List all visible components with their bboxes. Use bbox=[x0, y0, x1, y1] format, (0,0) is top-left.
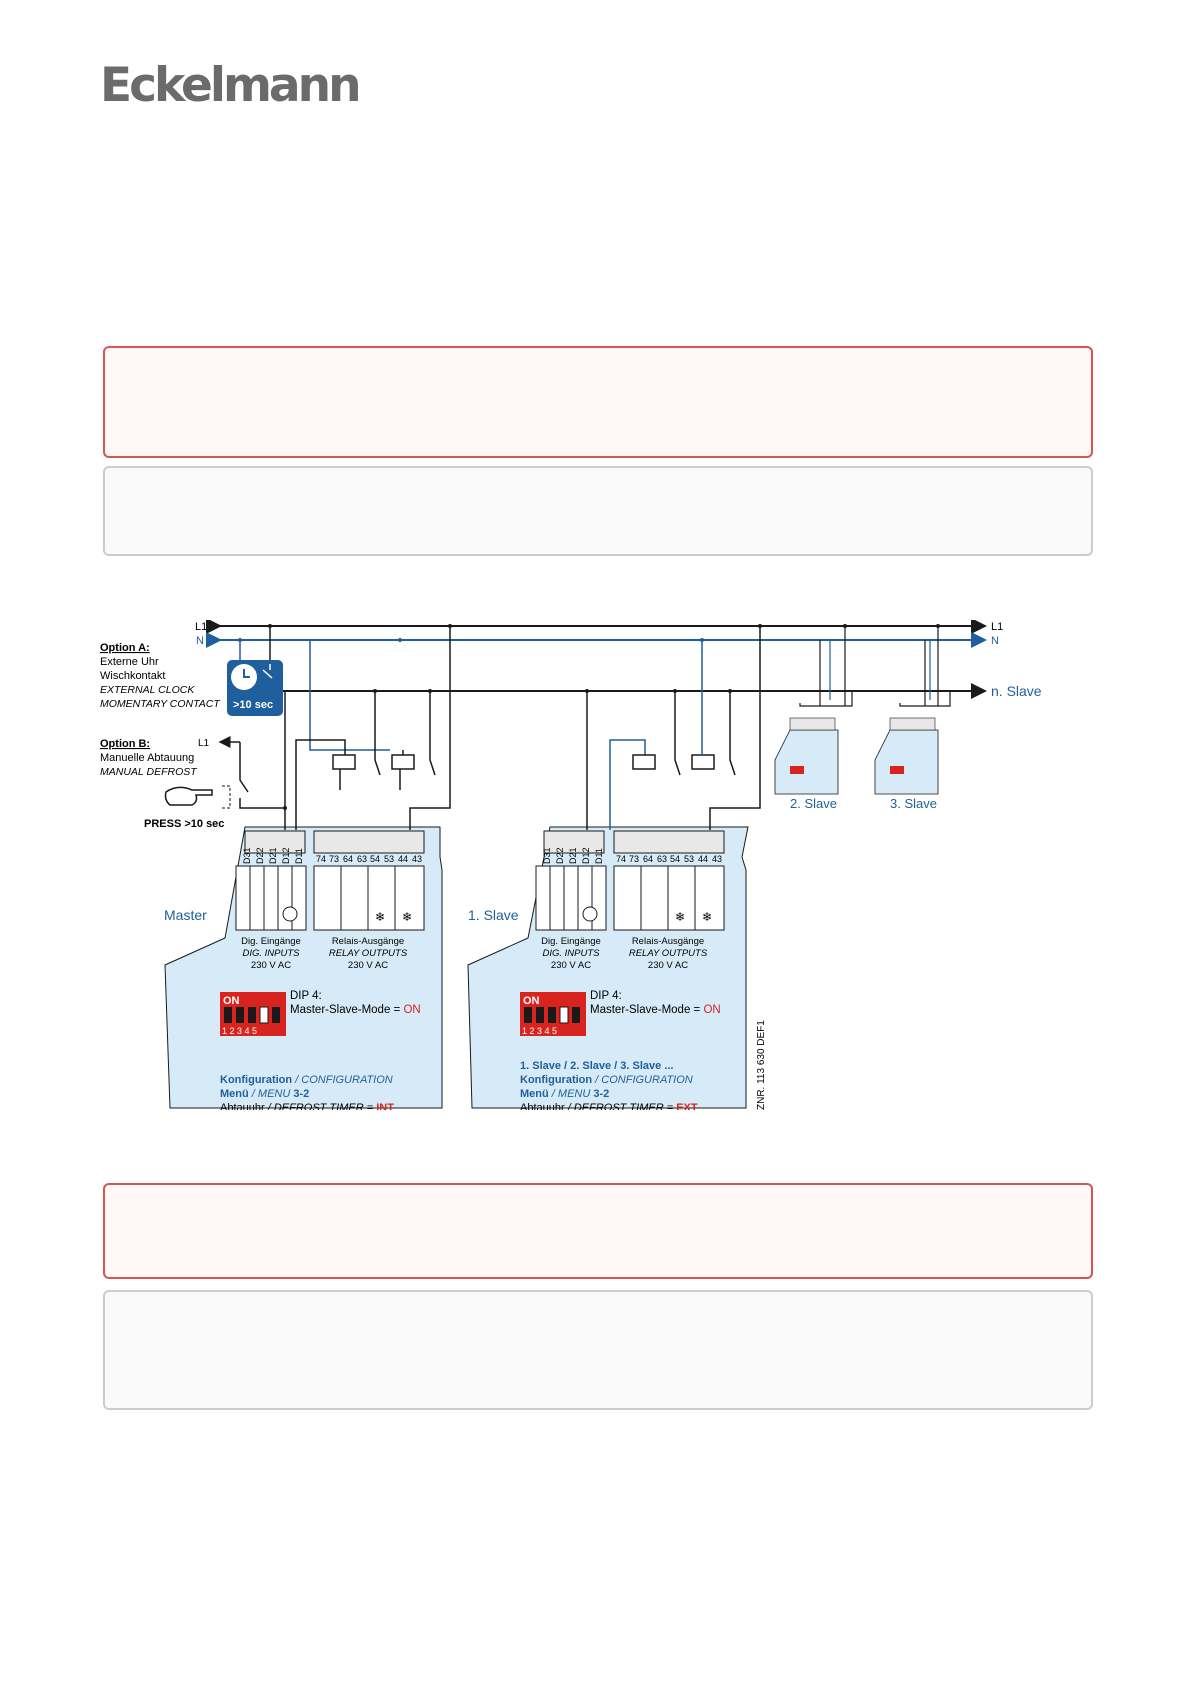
l1-label-left: L1 bbox=[195, 621, 208, 633]
timer-icon bbox=[283, 907, 297, 921]
dip-numbers: 1 2 3 4 5 bbox=[522, 1026, 558, 1036]
timer-icon bbox=[583, 907, 597, 921]
terminal-out-label: 54 bbox=[370, 854, 381, 864]
master-config-line: Konfiguration / CONFIGURATION bbox=[220, 1074, 393, 1086]
slave1-label: 1. Slave bbox=[468, 907, 519, 923]
slave1-timer-line: Abtauuhr / DEFROST TIMER = EXT bbox=[520, 1102, 698, 1110]
terminal-out-label: 63 bbox=[657, 854, 668, 864]
terminal-in-label: D11 bbox=[294, 848, 304, 864]
dig-inputs-de: Dig. Eingänge bbox=[241, 936, 301, 947]
wiring-diagram bbox=[100, 620, 1060, 1110]
slave3-label: 3. Slave bbox=[890, 796, 937, 811]
slaves-line: 1. Slave / 2. Slave / 3. Slave ... bbox=[520, 1060, 674, 1072]
terminal-in-label: D21 bbox=[268, 847, 278, 864]
n-slave-label: n. Slave bbox=[991, 683, 1042, 699]
relay-outputs-voltage: 230 V AC bbox=[647, 960, 689, 971]
relay-outputs-voltage: 230 V AC bbox=[347, 960, 389, 971]
master-dip-switch bbox=[220, 992, 286, 1036]
warning-box-top bbox=[103, 346, 1093, 458]
relay-outputs-en: RELAY OUTPUTS bbox=[628, 948, 708, 959]
master-wiring bbox=[285, 624, 452, 830]
option-a-line2: Wischkontakt bbox=[100, 670, 166, 682]
slave1-menu-line: Menü / MENU 3-2 bbox=[520, 1088, 610, 1100]
l1-label-right: L1 bbox=[991, 621, 1004, 633]
terminal-in-label: D31 bbox=[242, 847, 252, 864]
terminal-out-label: 53 bbox=[684, 854, 695, 864]
terminal-out-label: 73 bbox=[629, 854, 640, 864]
option-b-title: Option B: bbox=[100, 738, 151, 750]
master-timer-line: Abtauuhr / DEFROST TIMER = INT bbox=[220, 1102, 394, 1110]
dip-mode-value: ON bbox=[703, 1004, 721, 1016]
slave1-dip-switch bbox=[520, 992, 586, 1036]
slave1-config-line: Konfiguration / CONFIGURATION bbox=[520, 1074, 693, 1086]
slave2-unit bbox=[775, 624, 852, 811]
slave1-wiring bbox=[585, 624, 762, 830]
note-box-bottom bbox=[103, 1290, 1093, 1410]
option-a-line4: MOMENTARY CONTACT bbox=[100, 698, 220, 710]
slave3-unit bbox=[875, 624, 950, 811]
dip-mode-value: ON bbox=[403, 1004, 421, 1016]
dip-mode: Master-Slave-Mode = ON bbox=[290, 1004, 421, 1016]
relay-outputs-de: Relais-Ausgänge bbox=[631, 936, 705, 947]
terminal-in-label: D12 bbox=[281, 847, 291, 864]
master-label: Master bbox=[164, 907, 207, 923]
terminal-in-label: D22 bbox=[255, 847, 265, 864]
n-label-right: N bbox=[991, 635, 999, 647]
dig-inputs-de: Dig. Eingänge bbox=[541, 936, 601, 947]
dig-inputs-en: DIG. INPUTS bbox=[542, 948, 600, 959]
master-module bbox=[164, 827, 442, 1110]
terminal-in-label: D22 bbox=[555, 847, 565, 864]
dig-inputs-en: DIG. INPUTS bbox=[242, 948, 300, 959]
dip-on-label: ON bbox=[223, 995, 240, 1007]
terminal-in-label: D21 bbox=[568, 847, 578, 864]
master-relay-block bbox=[314, 831, 424, 930]
terminal-out-label: 74 bbox=[616, 854, 627, 864]
relay-outputs-de: Relais-Ausgänge bbox=[331, 936, 405, 947]
terminal-in-label: D11 bbox=[594, 848, 604, 864]
n-label-left: N bbox=[196, 635, 204, 647]
press-label: PRESS >10 sec bbox=[144, 818, 225, 830]
slave1-module bbox=[468, 827, 767, 1110]
terminal-out-label: 54 bbox=[670, 854, 681, 864]
terminal-out-label: 43 bbox=[412, 854, 423, 864]
option-a-line3: EXTERNAL CLOCK bbox=[100, 684, 195, 696]
relay-outputs-en: RELAY OUTPUTS bbox=[328, 948, 408, 959]
dip-title: DIP 4: bbox=[290, 990, 322, 1002]
hand-pointer-icon bbox=[166, 787, 213, 805]
terminal-out-label: 53 bbox=[384, 854, 395, 864]
dip-numbers: 1 2 3 4 5 bbox=[222, 1026, 258, 1036]
option-b-line1: Manuelle Abtauung bbox=[100, 752, 195, 764]
note-box-top bbox=[103, 466, 1093, 556]
terminal-out-label: 73 bbox=[329, 854, 340, 864]
terminal-out-label: 74 bbox=[316, 854, 327, 864]
defrost-icon: ❄ bbox=[675, 910, 686, 924]
defrost-icon: ❄ bbox=[702, 910, 713, 924]
terminal-in-label: D12 bbox=[581, 847, 591, 864]
terminal-in-label: D31 bbox=[542, 847, 552, 864]
terminal-out-label: 64 bbox=[643, 854, 654, 864]
clock-badge-label: >10 sec bbox=[233, 699, 274, 711]
dig-inputs-voltage: 230 V AC bbox=[550, 960, 592, 971]
option-a-title: Option A: bbox=[100, 642, 150, 654]
master-input-block bbox=[236, 831, 306, 930]
terminal-out-label: 44 bbox=[698, 854, 709, 864]
bus-lines bbox=[195, 621, 1042, 699]
slave1-relay-block bbox=[614, 831, 724, 930]
option-a bbox=[100, 624, 290, 716]
terminal-out-label: 44 bbox=[398, 854, 409, 864]
defrost-icon: ❄ bbox=[402, 910, 413, 924]
option-b bbox=[100, 738, 287, 830]
dig-inputs-voltage: 230 V AC bbox=[250, 960, 292, 971]
option-b-l1: L1 bbox=[198, 738, 210, 749]
slave2-label: 2. Slave bbox=[790, 796, 837, 811]
option-a-line1: Externe Uhr bbox=[100, 656, 159, 668]
master-menu-line: Menü / MENU 3-2 bbox=[220, 1088, 310, 1100]
slave1-input-block bbox=[536, 831, 606, 930]
dip-mode: Master-Slave-Mode = ON bbox=[590, 1004, 721, 1016]
defrost-icon: ❄ bbox=[375, 910, 386, 924]
terminal-out-label: 63 bbox=[357, 854, 368, 864]
dip-on-label: ON bbox=[523, 995, 540, 1007]
warning-box-bottom bbox=[103, 1183, 1093, 1279]
terminal-out-label: 64 bbox=[343, 854, 354, 864]
znr-label: ZNR. 113 630 DEF1 bbox=[756, 1020, 767, 1110]
eckelmann-logo: Eckelmann bbox=[100, 58, 359, 113]
terminal-out-label: 43 bbox=[712, 854, 723, 864]
dip-title: DIP 4: bbox=[590, 990, 622, 1002]
option-b-line2: MANUAL DEFROST bbox=[100, 766, 197, 778]
